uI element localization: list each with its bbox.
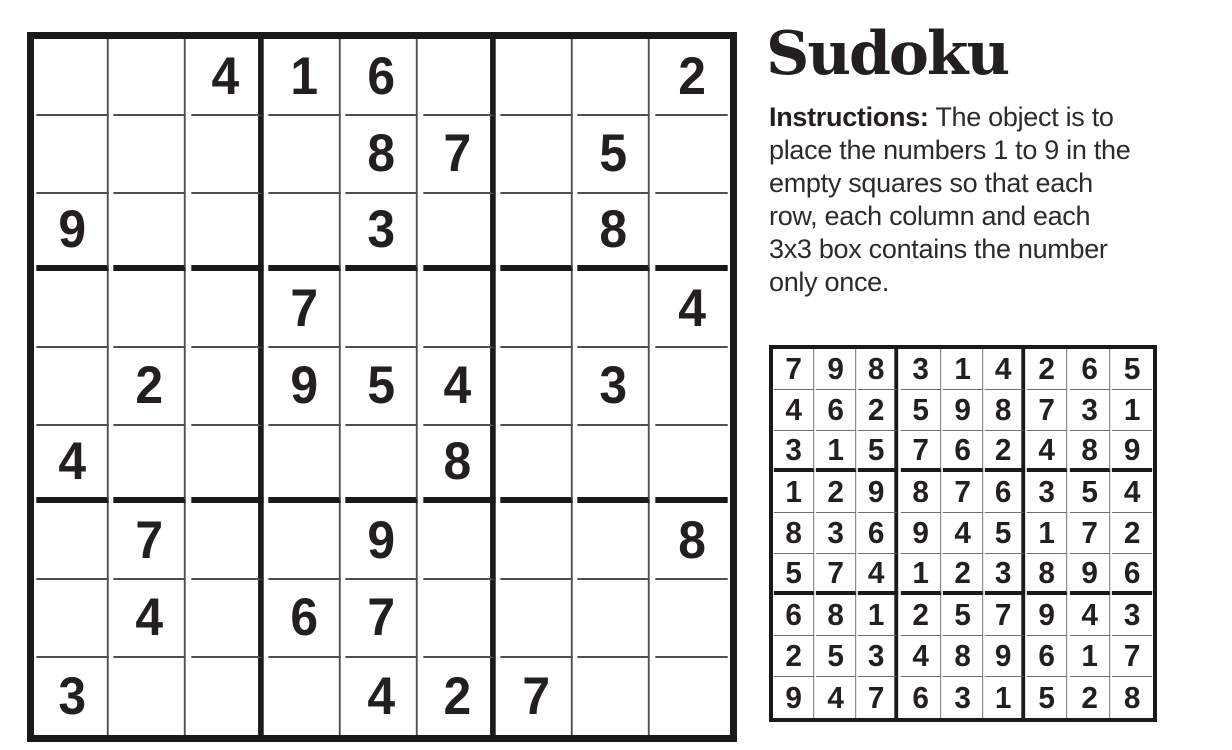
solution-cell: 9 — [858, 472, 899, 513]
solution-cell: 4 — [901, 636, 942, 677]
solution-cell: 5 — [901, 390, 942, 431]
solution-cell: 3 — [774, 431, 815, 472]
puzzle-cell[interactable] — [114, 116, 187, 193]
puzzle-cell[interactable] — [191, 348, 264, 425]
puzzle-cell[interactable] — [191, 116, 264, 193]
solution-cell: 3 — [858, 636, 899, 677]
puzzle-cell[interactable]: 8 — [578, 194, 651, 271]
puzzle-cell[interactable] — [191, 658, 264, 735]
puzzle-cell[interactable] — [423, 271, 496, 348]
solution-cell: 5 — [943, 595, 984, 636]
solution-cell: 7 — [774, 349, 815, 390]
puzzle-cell[interactable] — [655, 658, 728, 735]
puzzle-cell[interactable] — [36, 503, 109, 580]
solution-cell: 9 — [1027, 595, 1068, 636]
puzzle-cell[interactable]: 5 — [346, 348, 419, 425]
solution-grid — [769, 345, 1157, 722]
solution-cell: 6 — [816, 390, 857, 431]
puzzle-cell[interactable]: 3 — [36, 658, 109, 735]
solution-cell: 5 — [816, 636, 857, 677]
solution-cell: 9 — [774, 677, 815, 718]
solution-cell: 1 — [1112, 390, 1153, 431]
puzzle-cell[interactable]: 9 — [36, 194, 109, 271]
solution-cell: 9 — [816, 349, 857, 390]
instructions-line: empty squares so that each — [769, 168, 1093, 198]
instructions-line: row, each column and each — [769, 201, 1091, 231]
page-title: Sudoku — [766, 19, 1009, 89]
solution-cell: 9 — [1069, 554, 1110, 595]
puzzle-cell[interactable] — [578, 426, 651, 503]
solution-cell: 1 — [774, 472, 815, 513]
solution-cell: 7 — [816, 554, 857, 595]
puzzle-cell[interactable] — [655, 116, 728, 193]
puzzle-cell[interactable]: 3 — [346, 194, 419, 271]
puzzle-cell[interactable] — [500, 580, 573, 657]
puzzle-cell[interactable]: 3 — [578, 348, 651, 425]
puzzle-cell[interactable]: 6 — [268, 580, 341, 657]
puzzle-cell[interactable]: 1 — [268, 39, 341, 116]
solution-cell: 4 — [985, 349, 1026, 390]
instructions-line: 3x3 box contains the number — [769, 234, 1108, 264]
instructions-line — [769, 101, 1209, 134]
solution-cell: 7 — [1112, 636, 1153, 677]
solution-cell: 7 — [943, 472, 984, 513]
solution-cell: 4 — [816, 677, 857, 718]
puzzle-cell[interactable] — [268, 194, 341, 271]
solution-cell: 6 — [1027, 636, 1068, 677]
puzzle-cell[interactable]: 9 — [268, 348, 341, 425]
solution-cell: 7 — [1069, 513, 1110, 554]
puzzle-cell[interactable]: 7 — [500, 658, 573, 735]
puzzle-cell[interactable] — [36, 348, 109, 425]
puzzle-cell[interactable]: 2 — [655, 39, 728, 116]
puzzle-cell[interactable] — [500, 348, 573, 425]
solution-cell: 4 — [943, 513, 984, 554]
puzzle-cell[interactable]: 8 — [655, 503, 728, 580]
solution-cell: 9 — [1112, 431, 1153, 472]
puzzle-cell[interactable] — [578, 658, 651, 735]
puzzle-cell[interactable] — [268, 116, 341, 193]
puzzle-cell[interactable]: 4 — [191, 39, 264, 116]
solution-cell: 5 — [858, 431, 899, 472]
solution-cell: 1 — [985, 677, 1026, 718]
puzzle-cell[interactable] — [268, 426, 341, 503]
solution-cell: 4 — [1112, 472, 1153, 513]
puzzle-cell[interactable]: 7 — [114, 503, 187, 580]
puzzle-cell[interactable] — [500, 503, 573, 580]
puzzle-cell[interactable] — [346, 271, 419, 348]
puzzle-cell[interactable] — [36, 116, 109, 193]
solution-cell: 5 — [774, 554, 815, 595]
puzzle-cell[interactable] — [500, 271, 573, 348]
solution-cell: 8 — [858, 349, 899, 390]
puzzle-cell[interactable] — [655, 426, 728, 503]
puzzle-cell[interactable]: 7 — [423, 116, 496, 193]
puzzle-cell[interactable] — [191, 194, 264, 271]
solution-cell: 2 — [1112, 513, 1153, 554]
puzzle-cell[interactable] — [423, 580, 496, 657]
solution-cell: 8 — [901, 472, 942, 513]
solution-cell: 8 — [774, 513, 815, 554]
puzzle-cell[interactable]: 8 — [346, 116, 419, 193]
solution-cell: 4 — [858, 554, 899, 595]
puzzle-cell[interactable] — [114, 426, 187, 503]
solution-cell: 7 — [985, 595, 1026, 636]
solution-cell: 2 — [774, 636, 815, 677]
puzzle-cell[interactable] — [423, 194, 496, 271]
solution-cell: 5 — [1069, 472, 1110, 513]
solution-cell: 1 — [901, 554, 942, 595]
puzzle-cell[interactable]: 2 — [114, 348, 187, 425]
puzzle-cell[interactable] — [500, 194, 573, 271]
solution-cell: 3 — [901, 349, 942, 390]
solution-cell: 4 — [774, 390, 815, 431]
solution-cell: 9 — [901, 513, 942, 554]
puzzle-cell[interactable]: 7 — [346, 580, 419, 657]
puzzle-cell[interactable]: 8 — [423, 426, 496, 503]
solution-cell: 6 — [901, 677, 942, 718]
puzzle-cell[interactable]: 4 — [655, 271, 728, 348]
instructions-label: Instructions: — [769, 102, 929, 132]
solution-cell: 6 — [943, 431, 984, 472]
solution-cell: 5 — [1027, 677, 1068, 718]
solution-cell: 7 — [901, 431, 942, 472]
solution-cell: 3 — [1027, 472, 1068, 513]
puzzle-cell[interactable] — [500, 426, 573, 503]
solution-cell: 8 — [1123, 679, 1141, 715]
puzzle-cell[interactable]: 9 — [346, 503, 419, 580]
puzzle-grid — [27, 32, 737, 742]
solution-cell: 3 — [1112, 595, 1153, 636]
puzzle-cell[interactable] — [655, 194, 728, 271]
solution-cell: 5 — [1112, 349, 1153, 390]
puzzle-cell[interactable]: 4 — [346, 658, 419, 735]
solution-cell: 8 — [816, 595, 857, 636]
puzzle-cell[interactable]: 7 — [268, 271, 341, 348]
puzzle-cell[interactable] — [114, 271, 187, 348]
puzzle-cell[interactable] — [500, 39, 573, 116]
solution-cell: 1 — [1069, 636, 1110, 677]
solution-cell: 7 — [858, 677, 899, 718]
puzzle-cell[interactable] — [191, 426, 264, 503]
puzzle-cell[interactable]: 4 — [36, 426, 109, 503]
solution-cell: 4 — [1027, 431, 1068, 472]
puzzle-cell[interactable] — [578, 271, 651, 348]
solution-cell: 2 — [985, 431, 1026, 472]
puzzle-cell[interactable]: 6 — [346, 39, 419, 116]
solution-cell: 5 — [985, 513, 1026, 554]
instructions-line: only once. — [769, 267, 890, 297]
puzzle-cell[interactable] — [191, 271, 264, 348]
puzzle-cell[interactable] — [500, 116, 573, 193]
solution-cell: 2 — [858, 390, 899, 431]
instructions-line: place the numbers 1 to 9 in the — [769, 135, 1131, 165]
solution-cell: 3 — [816, 513, 857, 554]
solution-cell: 2 — [1027, 349, 1068, 390]
solution-cell: 1 — [943, 349, 984, 390]
puzzle-cell[interactable] — [578, 580, 651, 657]
solution-cell: 9 — [985, 636, 1026, 677]
solution-cell: 2 — [901, 595, 942, 636]
solution-cell: 6 — [858, 513, 899, 554]
puzzle-cell[interactable] — [114, 194, 187, 271]
puzzle-cell[interactable]: 4 — [114, 580, 187, 657]
puzzle-cell[interactable] — [114, 39, 187, 116]
solution-cell: 8 — [1069, 431, 1110, 472]
puzzle-cell[interactable] — [36, 271, 109, 348]
solution-cell: 3 — [1069, 390, 1110, 431]
instructions-text — [769, 101, 1209, 299]
solution-cell: 1 — [816, 431, 857, 472]
puzzle-cell[interactable] — [114, 658, 187, 735]
solution-cell: 8 — [985, 390, 1026, 431]
solution-cell: 6 — [1069, 349, 1110, 390]
puzzle-cell[interactable] — [36, 39, 109, 116]
puzzle-cell[interactable] — [423, 39, 496, 116]
solution-cell: 4 — [1069, 595, 1110, 636]
puzzle-cell[interactable] — [655, 348, 728, 425]
solution-cell: 8 — [1027, 554, 1068, 595]
solution-cell: 6 — [985, 472, 1026, 513]
puzzle-cell[interactable] — [346, 426, 419, 503]
puzzle-cell[interactable]: 5 — [578, 116, 651, 193]
puzzle-cell[interactable] — [578, 503, 651, 580]
puzzle-cell[interactable] — [191, 580, 264, 657]
puzzle-cell[interactable] — [268, 658, 341, 735]
solution-cell: 1 — [1027, 513, 1068, 554]
solution-cell: 8 — [943, 636, 984, 677]
solution-cell: 2 — [943, 554, 984, 595]
puzzle-cell[interactable] — [191, 503, 264, 580]
puzzle-cell[interactable] — [655, 580, 728, 657]
solution-cell: 7 — [1027, 390, 1068, 431]
puzzle-cell[interactable] — [423, 503, 496, 580]
solution-cell: 6 — [774, 595, 815, 636]
solution-cell: 9 — [943, 390, 984, 431]
puzzle-cell[interactable] — [268, 503, 341, 580]
solution-cell: 2 — [816, 472, 857, 513]
solution-cell: 3 — [985, 554, 1026, 595]
solution-cell: 2 — [1069, 677, 1110, 718]
instructions-line1-rest: The object is to — [928, 102, 1114, 132]
puzzle-cell[interactable] — [36, 580, 109, 657]
solution-cell: 1 — [858, 595, 899, 636]
puzzle-cell[interactable] — [578, 39, 651, 116]
solution-cell: 3 — [943, 677, 984, 718]
puzzle-cell[interactable]: 2 — [423, 658, 496, 735]
puzzle-cell[interactable]: 4 — [423, 348, 496, 425]
solution-cell: 6 — [1112, 554, 1153, 595]
